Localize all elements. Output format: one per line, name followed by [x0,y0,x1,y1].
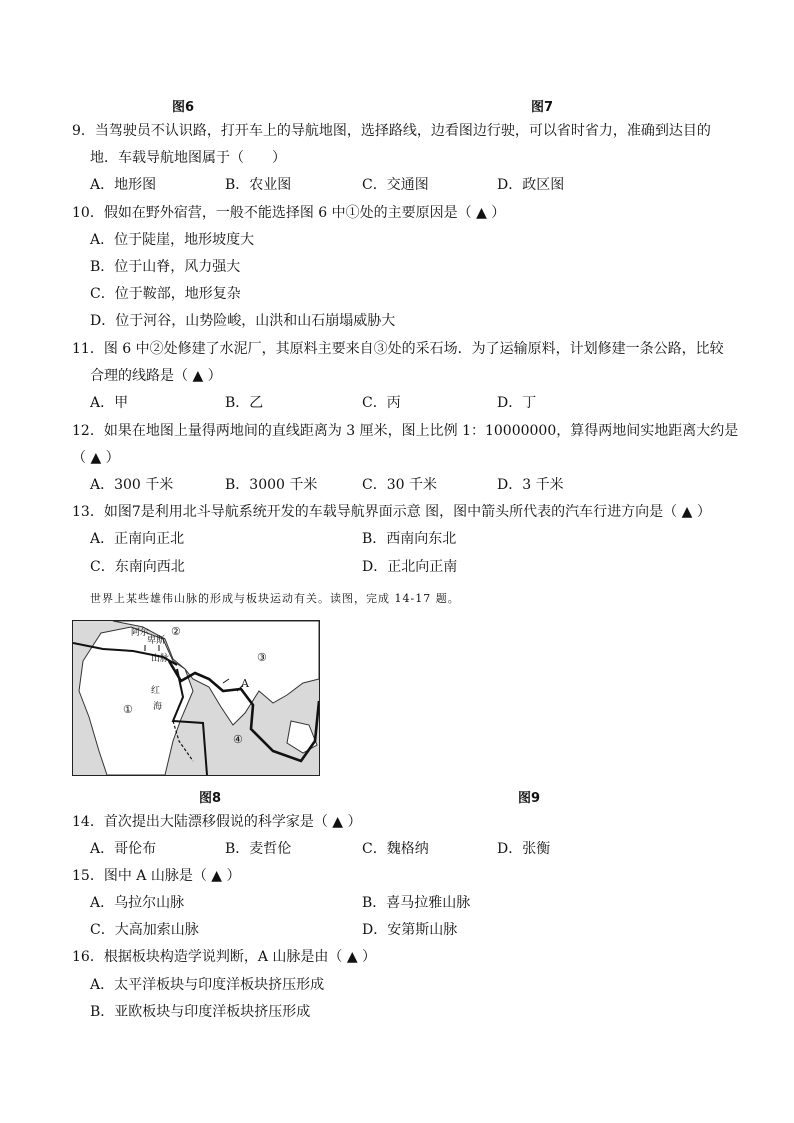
map-label-red-sea-2: 海 [153,702,163,712]
map-label-region-1: ① [123,703,133,716]
question-14-option-d: D．张衡 [497,841,551,857]
map-label-region-2: ② [171,625,181,638]
question-13-line-1: 13．如图7是利用北斗导航系统开发的车载导航界面示意 图，图中箭头所代表的汽车行进方向是（ ▲ ） [72,504,711,520]
question-10-option-a: A．位于陡崖，地形坡度大 [90,232,255,248]
question-14-option-c: C．魏格纳 [362,841,429,857]
question-15-option-a: A．乌拉尔山脉 [90,895,185,911]
question-14-line-1: 14．首次提出大陆漂移假说的科学家是（ ▲ ） [72,814,362,830]
question-10-option-c: C．位于鞍部，地形复杂 [90,286,241,302]
map-label-region-3: ③ [257,651,267,664]
question-12-option-a: A．300 千米 [90,477,174,493]
question-15-line-1: 15．图中 A 山脉是（ ▲ ） [72,868,241,884]
figure-6-label: 图6 [172,100,195,115]
question-11-option-d: D．丁 [497,395,537,411]
question-11-line-2: 合理的线路是（ ▲ ） [90,368,222,384]
map-label-red-sea-1: 红 [151,686,161,696]
question-14-option-b: B．麦哲伦 [225,841,292,857]
figure-9-label: 图9 [518,791,541,806]
question-15-option-d: D．安第斯山脉 [362,922,458,938]
question-9-option-c: C．交通图 [362,177,429,193]
map-label-region-4: ④ [233,733,243,746]
question-13-option-b: B．西南向东北 [362,531,457,547]
question-11-option-c: C．丙 [362,395,401,411]
question-11-option-b: B．乙 [225,395,264,411]
question-10-option-d: D．位于河谷，山势险峻，山洪和山石崩塌威胁大 [90,313,396,329]
question-14-option-a: A．哥伦布 [90,841,157,857]
map-label-alps-1: 阿尔 [131,628,150,638]
map-label-alps-2: 卑斯 [147,636,166,646]
map-label-alps-3: 山脉 [151,654,170,664]
question-12-line-2: （ ▲ ） [72,450,120,466]
figure-8-plate-map [72,620,320,776]
question-9-option-b: B．农业图 [225,177,292,193]
question-9-option-a: A．地形图 [90,177,157,193]
plate-map-svg [73,621,319,775]
question-12-option-d: D．3 千米 [497,477,564,493]
question-16-option-a: A．太平洋板块与印度洋板块挤压形成 [90,977,325,993]
figure-7-label: 图7 [531,100,554,115]
question-9-line-1: 9．当驾驶员不认识路，打开车上的导航地图，选择路线，边看图边行驶，可以省时省力，准确到达目的 [72,123,711,139]
question-10-line-1: 10．假如在野外宿营，一般不能选择图 6 中①处的主要原因是（ ▲ ） [72,205,506,221]
question-13-option-a: A．正南向正北 [90,531,185,547]
question-13-option-c: C．东南向西北 [90,559,185,575]
question-12-line-1: 12．如果在地图上量得两地间的直线距离为 3 厘米，图上比例 1：10000000，算得两地间实地距离大约是 [72,423,739,439]
question-15-option-b: B．喜马拉雅山脉 [362,895,471,911]
question-11-line-1: 11．图 6 中②处修建了水泥厂，其原料主要来自③处的采石场．为了运输原料，计划修建一条公路，比较 [72,341,724,357]
question-13-option-d: D．正北向正南 [362,559,458,575]
question-16-line-1: 16．根据板块构造学说判断，A 山脉是由（ ▲ ） [72,949,377,965]
question-11-option-a: A．甲 [90,395,129,411]
question-16-option-b: B．亚欧板块与印度洋板块挤压形成 [90,1004,311,1020]
map-label-mountain-a: A [241,677,249,690]
question-15-option-c: C．大高加索山脉 [90,922,199,938]
question-9-option-d: D．政区图 [497,177,565,193]
question-12-option-c: C．30 千米 [362,477,437,493]
group-intro-text: 世界上某些雄伟山脉的形成与板块运动有关。读图，完成 14-17 题。 [90,592,460,605]
southeast-asia-islands [287,721,317,753]
question-10-option-b: B．位于山脊，风力强大 [90,259,241,275]
figure-8-label: 图8 [199,791,222,806]
question-9-line-2: 地．车载导航地图属于（ ） [90,150,286,166]
question-12-option-b: B．3000 千米 [225,477,318,493]
